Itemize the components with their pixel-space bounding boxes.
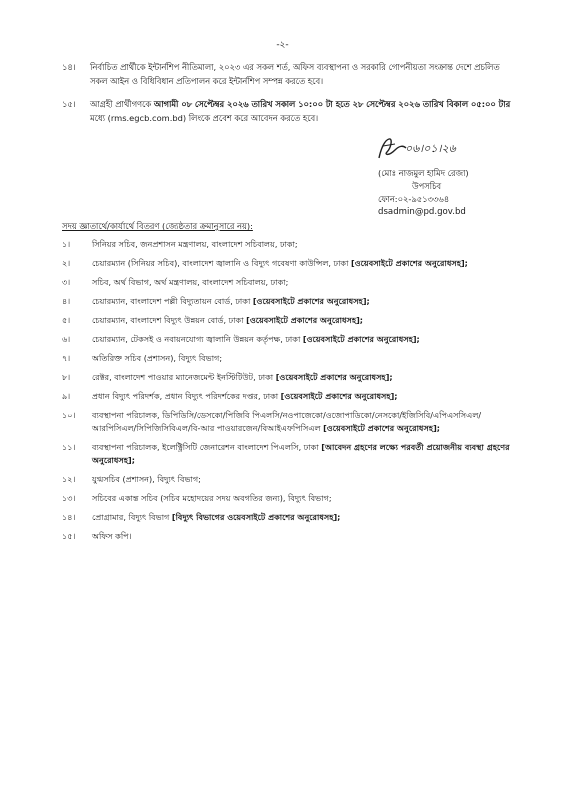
list-item [62,530,522,543]
list-item-number: ১১। [62,442,76,452]
list-item-text: চেয়ারম্যান, বাংলাদেশ বিদ্যুৎ উন্নয়ন বোর্ড, ঢাকা [92,315,247,325]
list-item-text: চেয়ারম্যান, টেকসই ও নবায়নযোগ্য জ্বালানি উন্নয়ন কর্তৃপক্ষ, ঢাকা [92,334,303,344]
list-item-number: ২। [62,258,71,268]
list-item [62,371,522,384]
list-item-text: সচিবের একান্ত সচিব (সচিব মহোদয়ের সদয় অবগতির জন্য), বিদ্যুৎ বিভাগ; [92,493,332,503]
list-item-text: ব্যবস্থাপনা পরিচালক, ইলেক্ট্রিসিটি জেনারেশন বাংলাদেশ পিএলসি, ঢাকা [92,442,322,452]
list-item [62,352,522,365]
list-item [62,314,522,327]
list-item-number: ১৫। [62,531,76,541]
signature-scribble [375,136,409,162]
list-item [62,276,522,289]
list-item-text: অফিস কপি। [92,531,132,541]
list-item-text: চেয়ারম্যান, বাংলাদেশ পল্লী বিদ্যুতায়ন বোর্ড, ঢাকা [92,296,253,306]
list-item-number: ৬। [62,334,71,344]
signatory-phone: ফোন:০২-৯৫১৩৩৬৪ [378,194,450,204]
list-item-number: ১২। [62,474,76,484]
list-item-text: সিনিয়র সচিব, জনপ্রশাসন মন্ত্রণালয়, বাংলাদেশ সচিবালয়, ঢাকা; [92,239,298,249]
distribution-heading: সদয় জ্ঞাতার্থে/কার্যার্থে বিতরণ (জ্যেষ্ঠতার ক্রমানুসারে নয়): [62,221,253,231]
list-item-note: [ওয়েবসাইটে প্রকাশের অনুরোধসহ]; [323,423,440,433]
list-item-number: ৪। [62,296,71,306]
list-item [62,238,522,251]
list-item-note: [ওয়েবসাইটে প্রকাশের অনুরোধসহ]; [246,315,364,325]
paragraph-number: ১৫। [62,99,76,109]
list-item [62,492,522,505]
paragraph-14 [62,60,517,88]
signature-date: ০৬।০১।২৬ [405,142,456,155]
signature [375,136,525,168]
list-item [62,441,522,467]
list-item [62,257,522,270]
list-item-text: ব্যবস্থাপনা পরিচালক, ডিপিডিসি/ডেসকো/পিজিবি পিএলসি/নওপাজেকো/ওজোপাডিকো/নেসকো/ইজিসিবি/এপিএসসিএল/আরপিসিএল/সিপিজিসিবিএল/বি-আর পাওয়ারজেন/বিআইএফপিসিএল [92,410,482,433]
list-item-number: ৭। [62,353,71,363]
paragraph-text [90,97,517,125]
list-item-note: [ওয়েবসাইটে প্রকাশের অনুরোধসহ]; [275,372,393,382]
list-item-note: [ওয়েবসাইটে প্রকাশের অনুরোধসহ]; [302,334,420,344]
page-number: -২- [276,40,289,50]
list-item-number: ১। [62,239,71,249]
list-item-text: অতিরিক্ত সচিব (প্রশাসন), বিদ্যুৎ বিভাগ; [92,353,223,363]
signatory-designation: উপসচিব [412,181,442,191]
list-item [62,333,522,346]
list-item-text: চেয়ারম্যান (সিনিয়র সচিব), বাংলাদেশ জ্বালানি ও বিদ্যুৎ গবেষণা কাউন্সিল, ঢাকা [92,258,352,268]
list-item-number: ৫। [62,315,71,325]
list-item-text: সচিব, অর্থ বিভাগ, অর্থ মন্ত্রণালয়, বাংলাদেশ সচিবালয়, ঢাকা; [92,277,289,287]
list-item-text: প্রধান বিদ্যুৎ পরিদর্শক, প্রধান বিদ্যুৎ পরিদর্শকের দপ্তর, ঢাকা [92,391,281,401]
list-item-number: ১৪। [62,512,76,522]
list-item-note: [বিদ্যুৎ বিভাগের ওয়েবসাইটে প্রকাশের অনুরোধসহ]; [171,512,341,522]
signatory-name: (মোঃ নাজমুল হামিদ রেজা) [378,168,469,178]
paragraph-text-end: মধ্যে (rms.egcb.com.bd) লিংকে প্রবেশ করে আবেদন করতে হবে। [90,113,319,123]
list-item-number: ৩। [62,277,71,287]
list-item-text: প্রোগ্রামার, বিদ্যুৎ বিভাগ [92,512,172,522]
list-item-number: ১৩। [62,493,76,503]
list-item-text: যুগ্মসচিব (প্রশাসন), বিদ্যুৎ বিভাগ; [92,474,201,484]
list-item-note: [আবেদন গ্রহণের লক্ষ্যে পরবর্তী প্রয়োজনীয় ব্যবস্থা গ্রহণের অনুরোধসহ]; [92,442,510,465]
list-item [62,409,522,435]
signatory-email: dsadmin@pd.gov.bd [378,207,466,217]
list-item-number: ৯। [62,391,71,401]
list-item-number: ১০। [62,410,76,420]
list-item-note: [ওয়েবসাইটে প্রকাশের অনুরোধসহ]; [280,391,398,401]
paragraph-text-start: আগ্রহী প্রার্থীগণকে [90,99,154,109]
paragraph-text: নির্বাচিত প্রার্থীকে ইন্টার্নশিপ নীতিমালা, ২০২৩ এর সকল শর্ত, অফিস ব্যবস্থাপনা ও সরকারি গোপনীয়তা সংক্রান্ত দেশে প্রচলিত সকল আইন ও বিধিবিধান প্রতিপালন করে ইন্টার্নশিপ সম্পন্ন করতে হবে। [90,62,500,86]
list-item-note: [ওয়েবসাইটে প্রকাশের অনুরোধসহ]; [252,296,370,306]
list-item-number: ৮। [62,372,71,382]
paragraph-number: ১৪। [62,62,76,72]
list-item [62,511,522,524]
signature-block [378,167,528,219]
list-item-note: [ওয়েবসাইটে প্রকাশের অনুরোধসহ]; [351,258,468,268]
list-item-text: রেক্টর, বাংলাদেশ পাওয়ার ম্যানেজমেন্ট ইনস্টিটিউট, ঢাকা [92,372,276,382]
list-item [62,295,522,308]
distribution-list [62,238,522,549]
list-item [62,390,522,403]
paragraph-15 [62,97,517,125]
list-item [62,473,522,486]
application-period: আগামী ০৮ সেপ্টেম্বর ২০২৬ তারিখ সকাল ১০:০০ টা হতে ২৮ সেপ্টেম্বর ২০২৬ তারিখ বিকাল ০৫:০০ টার [153,99,511,109]
